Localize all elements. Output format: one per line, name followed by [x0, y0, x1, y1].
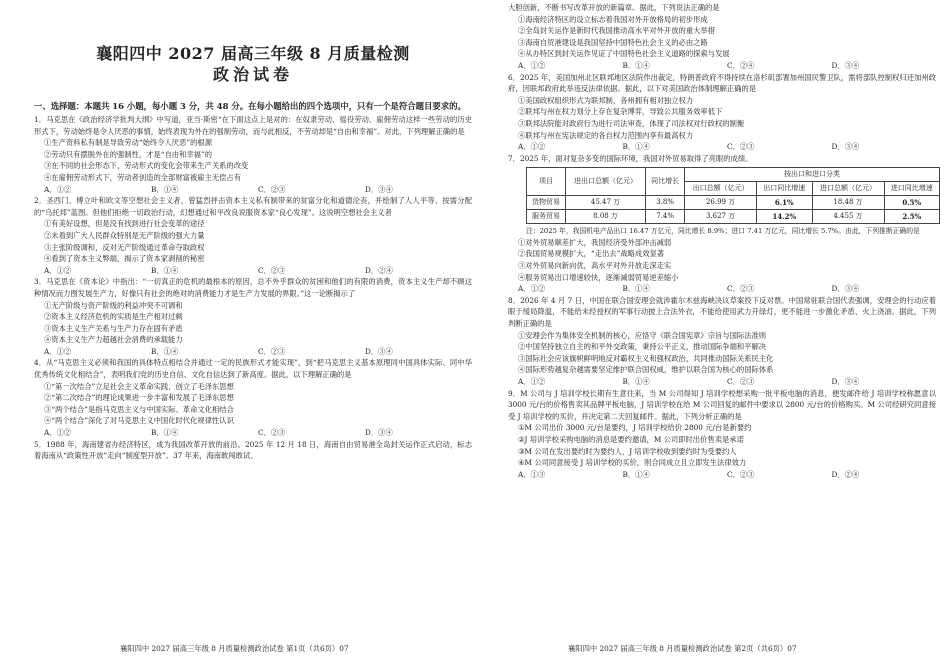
choice-b: B．①④ [622, 469, 650, 479]
statement-option: ②全岛封关运作是新时代我国推动高水平对外开放的重大举措 [518, 26, 716, 36]
statement-option: ③对外贸易向新向优，高水平对外开放走深走实 [518, 261, 672, 270]
statement-option: ①海南经济特区的设立标志着我国对外开放格局的初步形成 [518, 14, 708, 24]
table-cell: 14.2% [757, 210, 812, 224]
choice-b: B．①④ [151, 428, 179, 438]
choice-a: A．①② [518, 142, 546, 152]
choice-d: D．③④ [831, 376, 860, 386]
choice-c: C．②④ [727, 60, 755, 70]
choice-d: D．③④ [831, 142, 860, 152]
exam-title: 襄阳四中 2027 届高三年级 8 月质量检测 [96, 44, 410, 63]
choice-c: C．②③ [258, 184, 286, 194]
question-1 [34, 114, 472, 195]
header-export-growth: 出口同比增速 [757, 182, 812, 196]
statement-option: ④从办特区到封关运作见证了中国特色社会主义道路的探索与发展 [518, 49, 730, 59]
choice-a: A．①② [518, 284, 546, 294]
answer-choices [508, 376, 936, 388]
statement-option: ②我国贸易规模扩大，“走出去”战略成效显著 [518, 249, 665, 259]
question-7 [508, 153, 936, 295]
question-stem: 大胆创新，不断书写改革开放的新篇章。据此，下列说法正确的是 [508, 3, 720, 12]
question-stem: 4．从“马克思主义必须和我国的具体特点相结合并通过一定的民族形式才能实现”，到“把马克思主义基本原理同中国具体实际、同中华优秀传统文化相结合”，表明我们党的历史自信、文化自信达到了新高度。据此，以下理解正确的是 [34, 358, 472, 380]
answer-choices [34, 184, 472, 196]
statement-option: ①美国政权组织形式为联邦制，各州拥有相对独立权力 [518, 95, 694, 105]
choice-a: A．①② [44, 428, 72, 438]
statement-option: ④联邦与州在宪法规定的各自权力范围内享有最高权力 [518, 130, 694, 140]
statement-option: ③国际社会应该旗帜鲜明地反对霸权主义和强权政治，共同推动国际关系民主化 [518, 353, 774, 363]
question-5-continued [508, 2, 936, 72]
question-stem: 8．2026 年 4 月 7 日，中国在联合国安理会就涉霍尔木兹海峡决议草案投下反对票。中国常驻联合国代表强调，安理会的行动应着眼于缓局降温，不能给未经授权的军事行动披上合法外衣，不能给使用武力开绿灯，更不能进一步激化矛盾、火上浇油。据此，下列判断正确的是 [508, 295, 936, 328]
table-cell: 3.8% [646, 196, 685, 210]
choice-c: C．②③ [727, 284, 755, 294]
statement-option: ④M 公司同意接受 J 培训学校的买价，则合同成立且立即发生法律效力 [518, 458, 747, 468]
statement-option: ①M 公司出价 3000 元/台是要约，J 培训学校给价 2800 元/台是新要约 [518, 423, 752, 433]
answer-choices [508, 60, 936, 72]
choice-a: A．①② [44, 184, 72, 194]
statement-option: ③M 公司在发出要约时为要约人，J 培训学校收到要约时为受要约人 [518, 446, 737, 456]
question-stem: 9．M 公司与 J 培训学校长期有生意往来，当 M 公司得知 J 培训学校想采购一批平板电脑的消息，便发邮件给 J 培训学校称愿意以 3000 元/台的价格售卖其品牌平板电脑，J 培训学校在给 M 公司回复的邮件中要求以 2800 元/台的价格购买。M 公司经研究同意接受 J 培训学校的买价，并决定第二天回复邮件。据此，下列分析正确的是 [508, 388, 936, 421]
question-stem: 7．2025 年，面对复杂多变的国际环境，我国对外贸易取得了亮眼的成绩。 [508, 153, 753, 163]
question-stem: 5．1988 年，海南建省办经济特区，成为我国改革开放的前沿。2025 年 12 月 18 日，海南自由贸易港全岛封关运作正式启动，标志着海南从“政策性开放”走向“制度型开放”。37 年来，海南敢闯敢试、 [34, 439, 472, 461]
choice-d: D．③④ [831, 60, 860, 70]
header-total: 进出口总额（亿元） [565, 168, 645, 196]
choice-b: B．①④ [151, 346, 179, 356]
question-9 [508, 388, 936, 481]
statement-option: ①对外贸易顺差扩大，我国经济受外部冲击减弱 [518, 237, 672, 247]
statement-option: ④资本主义生产力超越社会消费的承载能力 [44, 335, 183, 345]
statement-option: ②未看到广大人民群众特别是无产阶级的强大力量 [44, 230, 205, 240]
choice-b: B．①④ [622, 60, 650, 70]
choice-b: B．①④ [622, 376, 650, 386]
question-stem: 3．马克思在《资本论》中指出：“一切真正的危机的最根本的原因，总不外乎群众的贫困和他们的有限的消费，资本主义生产却不顾这种情况而力图发展生产力，好像只有社会的绝对的消费能力才是生产力发展的界限。”这一论断揭示了 [34, 277, 472, 298]
statement-option: ③海南自贸港建设是我国坚持中国特色社会主义的必由之路 [518, 37, 708, 47]
answer-choices [34, 346, 472, 358]
choice-d: D．②④ [831, 469, 860, 479]
statement-option: ②联邦与州在权力划分上存在复杂博弈，导致公共服务效率低下 [518, 107, 723, 117]
choice-d: D．③④ [365, 346, 393, 356]
table-note: 注：2025 年，我国机电产品出口 16.47 万亿元，同比增长 8.9%；进口 7.41 万亿元，同比增长 5.7%。由此，下列推断正确的是 [526, 227, 920, 236]
choice-a: A．①③ [518, 469, 546, 479]
choice-a: A．①② [518, 376, 546, 386]
table-cell: 4.455 万 [812, 210, 884, 224]
table-cell: 2.5% [884, 210, 940, 224]
choice-a: A．①② [518, 60, 546, 70]
statement-option: ②中国坚持独立自主的和平外交政策，秉持公平正义，推动国际争端和平解决 [518, 342, 767, 352]
choice-d: D．③④ [365, 428, 393, 438]
question-stem: 2．圣西门、傅立叶和欧文等空想社会主义者，曾猛烈抨击资本主义私有制带来的贫富分化和道德沦丧，并绘制了人人平等、按需分配的“乌托邦”蓝图。但他们拒绝一切政治行动，幻想通过和平改良说服资本家“良心发现”。这说明空想社会主义者 [34, 196, 472, 217]
question-5 [34, 439, 472, 462]
table-cell: 7.4% [646, 210, 685, 224]
exam-subject-title: 政治试卷 [212, 65, 293, 84]
choice-c: C．②③ [258, 265, 286, 275]
statement-option: ②J 培训学校采购电脑的消息是要约邀请，M 公司即时出价售卖是承诺 [518, 434, 744, 444]
statement-option: ②劳动只有摆脱外在的强制性，才是“自由和幸福”的 [44, 149, 212, 159]
choice-c: C．②③ [258, 428, 286, 438]
question-stem: 6．2025 年，美国加州北区联邦地区法院作出裁定，特朗普政府不得持续在洛杉矶部署加州国民警卫队，需将部队控制权归还加州政府，因联邦政府此举违反法律依据。据此，以下对美国政治体制理解正确的是 [508, 72, 936, 94]
page-footer: 襄阳四中 2027 届高三年级 8 月质量检测政治试卷 第2页（共6页）07 [568, 644, 797, 653]
table-row [527, 196, 940, 210]
statement-option: ①无产阶级与资产阶级的利益冲突不可调和 [44, 300, 183, 310]
section-heading: 一、选择题：本题共 16 小题，每小题 3 分，共 48 分。在每小题给出的四个选项中，只有一个是符合题目要求的。 [34, 101, 466, 111]
question-3 [34, 276, 472, 357]
table-cell: 3.627 万 [685, 210, 757, 224]
statement-option: ③在不同的社会形态下，劳动形式的变化会带来生产关系的改变 [44, 161, 249, 171]
statement-option: ④看到了资本主义弊端，揭示了资本家剥削的秘密 [44, 254, 205, 264]
statement-option: ④在雇佣劳动形式下，劳动者创造的全部财富被雇主无偿占有 [44, 172, 242, 182]
table-cell: 服务贸易 [527, 210, 566, 224]
table-cell: 26.99 万 [685, 196, 757, 210]
choice-d: D．③④ [365, 184, 393, 194]
statement-option: ④国际形势越复杂越需要坚定维护联合国权威，维护以联合国为核心的国际体系 [518, 365, 774, 375]
table-header-row [527, 168, 940, 182]
choice-b: B．①④ [151, 184, 179, 194]
statement-option: ②“第二次结合”的理论成果进一步丰富和发展了毛泽东思想 [44, 393, 234, 403]
statement-option: ④“两个结合”深化了对马克思主义中国化时代化规律性认识 [44, 416, 234, 426]
choice-d: D．③④ [831, 284, 860, 294]
question-6 [508, 72, 936, 153]
table-cell: 8.08 万 [565, 210, 645, 224]
statement-option: ①生产资料私有制是导致劳动“始终令人厌恶”的根源 [44, 138, 212, 148]
statement-option: ③主张阶级调和，反对无产阶级通过革命夺取政权 [44, 242, 205, 252]
choice-b: B．①④ [622, 142, 650, 152]
trade-table [526, 167, 940, 224]
answer-choices [34, 427, 472, 439]
question-2 [34, 195, 472, 276]
answer-choices [34, 265, 472, 277]
answer-choices [508, 283, 936, 295]
answer-choices [508, 141, 936, 153]
header-item: 项目 [527, 168, 566, 196]
choice-c: C．②③ [727, 376, 755, 386]
page-footer: 襄阳四中 2027 届高三年级 8 月质量检测政治试卷 第1页（共6页）07 [120, 644, 349, 653]
statement-option: ①“第一次结合”立足社会主义革命实践，创立了毛泽东思想 [44, 381, 234, 391]
header-import-growth: 进口同比增速 [884, 182, 940, 196]
statement-option: ④服务贸易出口增速较快，逐渐减弱贸易逆差缩小 [518, 272, 679, 282]
table-cell: 45.47 万 [565, 196, 645, 210]
choice-c: C．②③ [258, 346, 286, 356]
choice-b: B．①④ [151, 265, 179, 275]
question-8 [508, 295, 936, 388]
choice-a: A．①② [44, 346, 72, 356]
table-cell: 0.5% [884, 196, 940, 210]
statement-option: ③资本主义生产关系与生产力存在固有矛盾 [44, 323, 183, 333]
header-split: 按出口和进口分类 [685, 168, 940, 182]
answer-choices [508, 469, 936, 481]
choice-d: D．②④ [365, 265, 393, 275]
choice-b: B．①④ [622, 284, 650, 294]
header-export-total: 出口总额（亿元） [685, 182, 757, 196]
header-yoy: 同比增长 [646, 168, 685, 196]
choice-c: C．②③ [727, 142, 755, 152]
header-import-total: 进口总额（亿元） [812, 182, 884, 196]
choice-a: A．①② [44, 265, 72, 275]
table-cell: 货物贸易 [527, 196, 566, 210]
table-cell: 6.1% [757, 196, 812, 210]
question-4 [34, 357, 472, 438]
exam-page-2 [478, 0, 950, 658]
table-cell: 18.48 万 [812, 196, 884, 210]
statement-option: ③“两个结合”是指马克思主义与中国实际、革命文化相结合 [44, 404, 234, 414]
statement-option: ①安理会作为集体安全机制的核心，应恪守《联合国宪章》宗旨与国际法准则 [518, 330, 767, 340]
statement-option: ②资本主义经济危机的实质是生产相对过剩 [44, 312, 183, 322]
statement-option: ①有美好设想，但是没有找到进行社会变革的途径 [44, 219, 205, 229]
statement-option: ③联邦法院能对政府行为进行司法审查，体现了司法权对行政权的制衡 [518, 118, 745, 128]
table-row [527, 210, 940, 224]
question-stem: 1．马克思在《政治经济学批判大纲》中写道，亚当·斯密“在下面这点上是对的：在奴隶劳动、徭役劳动、雇佣劳动这样一些劳动的历史形式下，劳动始终是令人厌恶的事情，始终表现为外在的强制劳动，而与此相反，不劳动却是“自由和幸福”。对此，下列理解正确的是 [34, 115, 472, 136]
choice-c: C．②③ [727, 469, 755, 479]
